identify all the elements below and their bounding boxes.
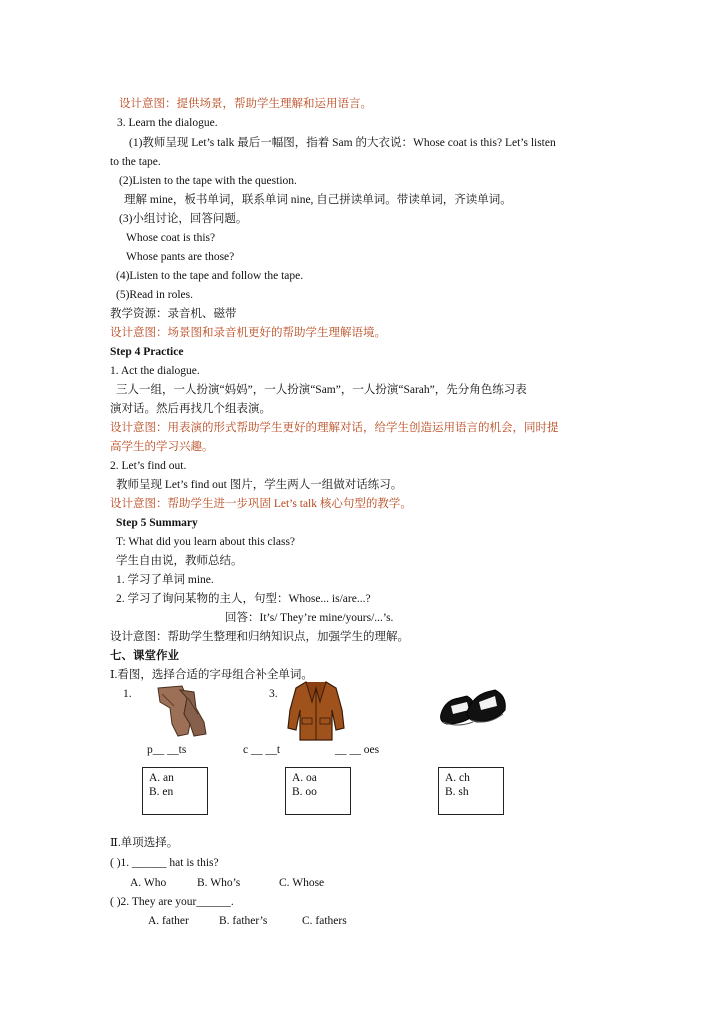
q1-option-a: A. Who [130, 877, 167, 889]
picture-number-1: 1. [123, 688, 132, 700]
step4-title: Step 4 Practice [110, 346, 184, 358]
option-a: A. an [149, 772, 174, 784]
picture-number-3: 3. [269, 688, 278, 700]
design-intent-2: 设计意图：场景图和录音机更好的帮助学生理解语境。 [110, 327, 386, 339]
students-say: 学生自由说，教师总结。 [116, 555, 243, 567]
step-1-line-2: to the tape. [110, 156, 161, 168]
word-blank-1: p__ __ts [147, 744, 187, 756]
teaching-resources: 教学资源：录音机、磁带 [110, 308, 237, 320]
word-blank-2: c __ __t [243, 744, 281, 756]
step-3: (3)小组讨论，回答问题。 [119, 213, 248, 225]
homework-title: 七、课堂作业 [110, 650, 179, 662]
find-out-title: 2. Let’s find out. [110, 460, 187, 472]
shoes-picture [437, 684, 509, 732]
summary-point-1: 1. 学习了单词 mine. [116, 574, 214, 586]
learn-dialogue-title: 3. Learn the dialogue. [117, 117, 218, 129]
step5-title: Step 5 Summary [116, 517, 198, 529]
choice-question-1: ( )1. ______ hat is this? [110, 857, 219, 869]
part-1-title: Ⅰ.看图，选择合适的字母组合补全单词。 [110, 669, 313, 681]
option-box-3 [438, 767, 504, 815]
design-intent-3-line-1: 设计意图：用表演的形式帮助学生更好的理解对话，给学生创造运用语言的机会，同时提 [110, 422, 559, 434]
step-2-detail: 理解 mine，板书单词，联系单词 nine, 自己拼读单词。带读单词，齐读单词。 [124, 194, 512, 206]
design-intent-5: 设计意图：帮助学生整理和归纳知识点，加强学生的理解。 [110, 631, 409, 643]
option-b: B. sh [445, 786, 469, 798]
act-dialogue-line-1: 三人一组，一人扮演“妈妈”，一人扮演“Sam”，一人扮演“Sarah”，先分角色练习表 [116, 384, 527, 396]
find-out-detail: 教师呈现 Let’s find out 图片，学生两人一组做对话练习。 [116, 479, 403, 491]
step-4: (4)Listen to the tape and follow the tape. [116, 270, 304, 282]
q1-option-b: B. Who’s [197, 877, 241, 889]
word-blank-3: __ __ oes [335, 744, 380, 756]
step-2: (2)Listen to the tape with the question. [119, 175, 297, 187]
option-b: B. oo [292, 786, 317, 798]
option-b: B. en [149, 786, 174, 798]
option-box-1 [142, 767, 208, 815]
question-2: Whose pants are those? [126, 251, 235, 263]
option-a: A. ch [445, 772, 470, 784]
design-intent-4: 设计意图：帮助学生进一步巩固 Let’s talk 核心句型的教学。 [110, 498, 412, 510]
choice-question-2: ( )2. They are your______. [110, 896, 234, 908]
teacher-question: T: What did you learn about this class? [116, 536, 296, 548]
summary-answer: 回答：It’s/ They’re mine/yours/...’s. [225, 612, 394, 624]
design-intent-3-line-2: 高学生的学习兴趣。 [110, 441, 214, 453]
summary-point-2: 2. 学习了询问某物的主人，句型：Whose... is/are...? [116, 593, 371, 605]
act-dialogue-line-2: 演对话。然后再找几个组表演。 [110, 403, 271, 415]
q2-option-a: A. father [148, 915, 189, 927]
design-intent-1: 设计意图：提供场景，帮助学生理解和运用语言。 [119, 98, 372, 110]
option-a: A. oa [292, 772, 317, 784]
question-1: Whose coat is this? [126, 232, 216, 244]
q1-option-c: C. Whose [279, 877, 325, 889]
option-box-2 [285, 767, 351, 815]
coat-picture [284, 680, 348, 742]
part-2-title: Ⅱ.单项选择。 [110, 837, 179, 849]
step-5: (5)Read in roles. [116, 289, 193, 301]
q2-option-c: C. fathers [302, 915, 347, 927]
act-dialogue-title: 1. Act the dialogue. [110, 365, 200, 377]
pants-picture [154, 684, 210, 738]
q2-option-b: B. father’s [219, 915, 268, 927]
step-1-line-1: (1)教师呈现 Let’s talk 最后一幅图，指着 Sam 的大衣说：Whose coat is this? Let’s listen [129, 137, 556, 149]
